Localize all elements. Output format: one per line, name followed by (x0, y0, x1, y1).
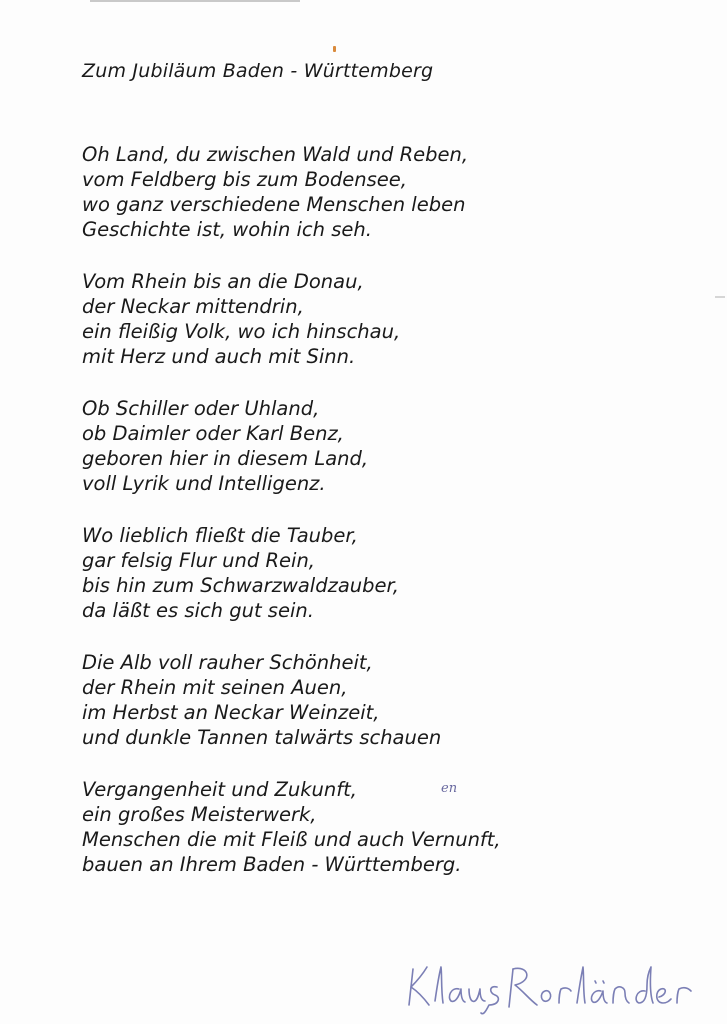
poem-line: der Neckar mittendrin, (82, 295, 304, 318)
poem-line: Die Alb voll rauher Schönheit, (82, 651, 373, 674)
poem-line: ob Daimler oder Karl Benz, (82, 422, 344, 445)
poem-line: geboren hier in diesem Land, (82, 447, 369, 470)
poem-line: Wo lieblich fließt die Tauber, (82, 524, 358, 547)
stanza (82, 650, 682, 750)
poem-line: vom Feldberg bis zum Bodensee, (82, 168, 407, 191)
poem-line: ein fleißig Volk, wo ich hinschau, (82, 320, 401, 343)
scan-margin-mark (715, 296, 725, 298)
poem-line: Oh Land, du zwischen Wald und Reben, (82, 143, 469, 166)
poem-line: Ob Schiller oder Uhland, (82, 397, 320, 420)
stanza (82, 777, 682, 877)
poem-line: bauen an Ihrem Baden - Württemberg. (82, 853, 462, 876)
poem-line: im Herbst an Neckar Weinzeit, (82, 701, 380, 724)
handwritten-signature (405, 955, 705, 1015)
poem-line: Vergangenheit und Zukunft, (82, 778, 357, 801)
poem-body (82, 142, 682, 904)
poem-line: der Rhein mit seinen Auen, (82, 676, 348, 699)
poem-line: da läßt es sich gut sein. (82, 599, 314, 622)
poem-line: Vom Rhein bis an die Donau, (82, 270, 364, 293)
poem-line: gar felsig Flur und Rein, (82, 549, 316, 572)
poem-line: bis hin zum Schwarzwaldzauber, (82, 574, 399, 597)
poem-line: und dunkle Tannen talwärts schauen (82, 726, 442, 749)
scan-edge-mark (90, 0, 300, 2)
handwritten-correction: en (441, 781, 458, 796)
stanza (82, 523, 682, 623)
ink-speck (333, 46, 336, 52)
poem-line: Menschen die mit Fleiß und auch Vernunft, (82, 828, 501, 851)
stanza (82, 396, 682, 496)
poem-line: wo ganz verschiedene Menschen leben (82, 193, 466, 216)
poem-title: Zum Jubiläum Baden - Württemberg (82, 60, 434, 82)
poem-line: ein großes Meisterwerk, (82, 803, 317, 826)
stanza (82, 142, 682, 242)
stanza (82, 269, 682, 369)
poem-line: Geschichte ist, wohin ich seh. (82, 218, 372, 241)
poem-line: mit Herz und auch mit Sinn. (82, 345, 356, 368)
poem-line: voll Lyrik und Intelligenz. (82, 472, 326, 495)
